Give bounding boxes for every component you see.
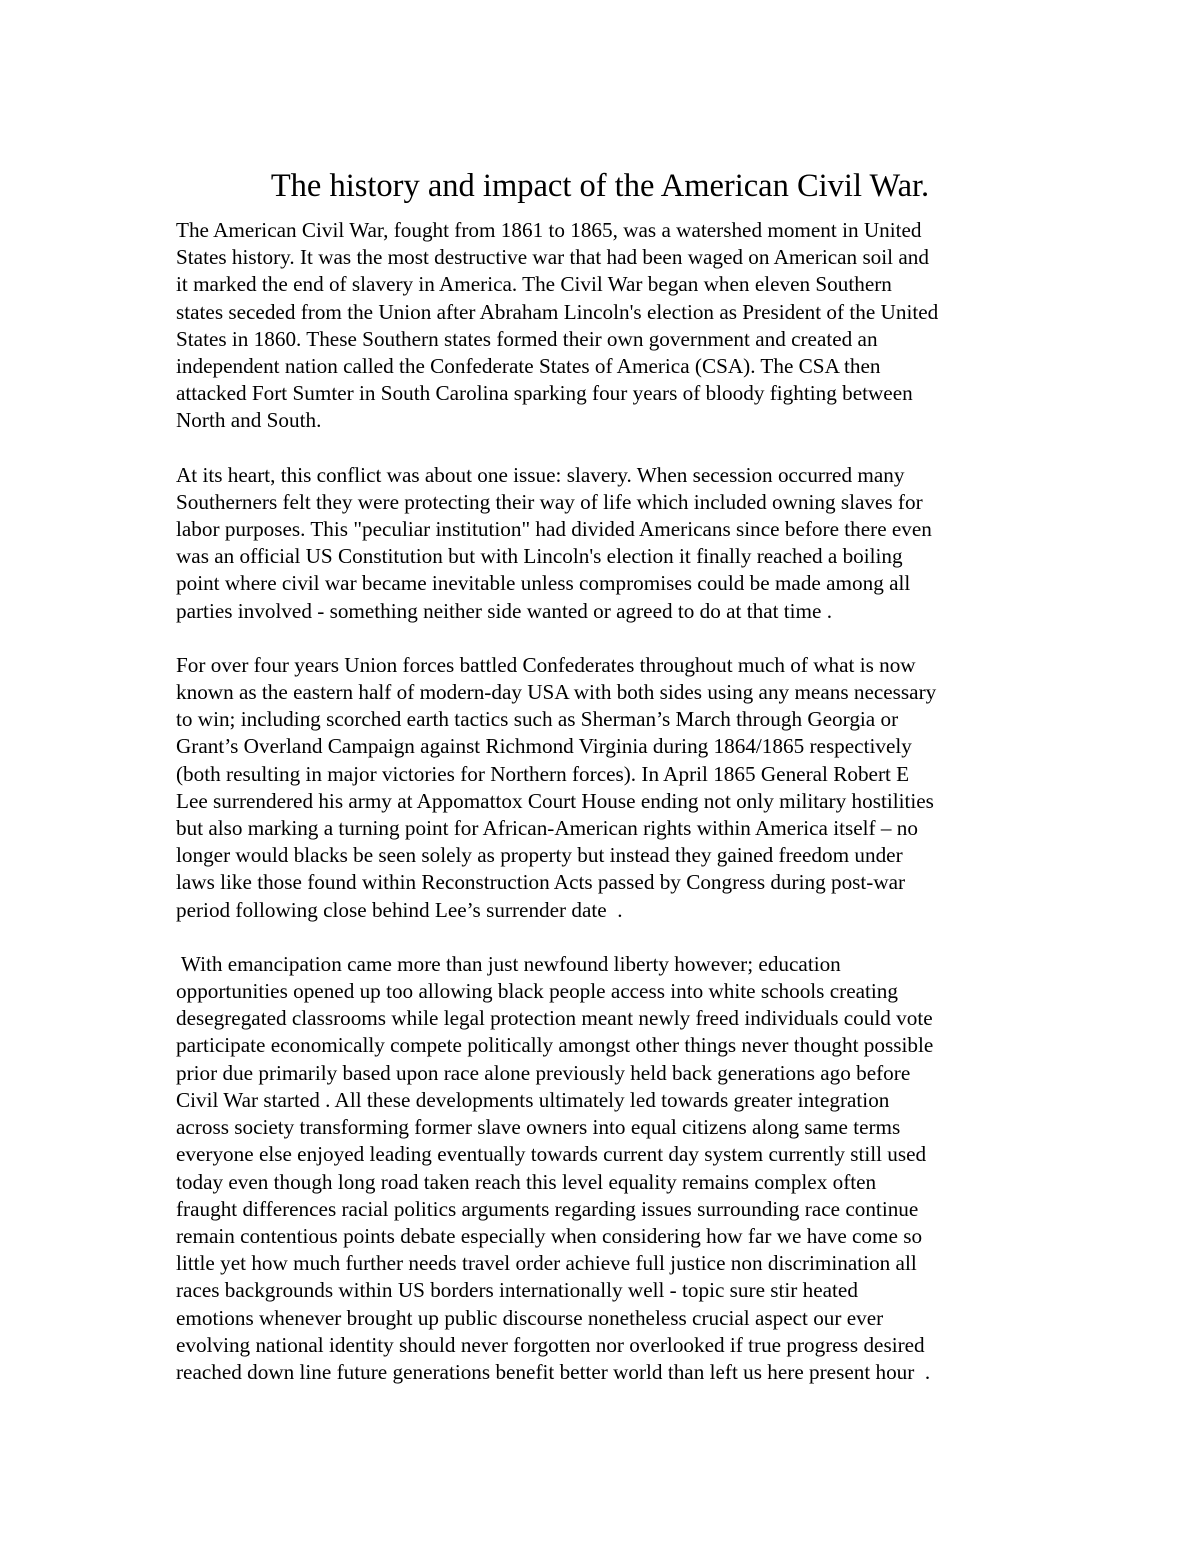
text-line: States in 1860. These Southern states formed their own government and created an — [176, 326, 878, 351]
text-line: period following close behind Lee’s surrender date . — [176, 897, 623, 922]
text-line: everyone else enjoyed leading eventually towards current day system currently still used — [176, 1142, 927, 1167]
text-line: it marked the end of slavery in America. The Civil War began when eleven Southern — [176, 272, 892, 297]
document-body — [176, 217, 1056, 1413]
document-title: The history and impact of the American Civil War. — [270, 168, 930, 204]
text-line: remain contentious points debate especially when considering how far we have come so — [176, 1223, 923, 1248]
text-line: emotions whenever brought up public discourse nonetheless crucial aspect our ever — [176, 1305, 884, 1330]
text-line: Lee surrendered his army at Appomattox Court House ending not only military hostilities — [176, 788, 934, 813]
text-line: evolving national identity should never forgotten nor overlooked if true progress desired — [176, 1332, 925, 1357]
text-line: reached down line future generations benefit better world than left us here present hour . — [176, 1359, 931, 1384]
text-line: across society transforming former slave owners into equal citizens along same terms — [176, 1115, 901, 1140]
paragraph-3 — [176, 652, 1056, 924]
paragraph-1 — [176, 217, 1056, 435]
text-line: labor purposes. This "peculiar institution" had divided Americans since before there even — [176, 517, 932, 542]
text-line: to win; including scorched earth tactics such as Sherman’s March through Georgia or — [176, 707, 899, 732]
text-line: North and South. — [176, 408, 322, 433]
text-line: today even though long road taken reach this level equality remains complex often — [176, 1169, 877, 1194]
text-line: parties involved - something neither side wanted or agreed to do at that time . — [176, 598, 833, 623]
text-line: The American Civil War, fought from 1861 to 1865, was a watershed moment in United — [176, 218, 922, 242]
text-line: but also marking a turning point for African-American rights within America itself – no — [176, 816, 918, 841]
text-line: attacked Fort Sumter in South Carolina sparking four years of bloody fighting between — [176, 381, 913, 406]
text-line: laws like those found within Reconstruction Acts passed by Congress during post-war — [176, 870, 906, 895]
text-line: races backgrounds within US borders internationally well - topic sure stir heated — [176, 1278, 858, 1303]
text-line: (both resulting in major victories for Northern forces). In April 1865 General Robert E — [176, 761, 910, 786]
text-line: For over four years Union forces battled Confederates throughout much of what is now — [176, 652, 916, 677]
text-line: Grant’s Overland Campaign against Richmond Virginia during 1864/1865 respectively — [176, 734, 912, 759]
text-line: opportunities opened up too allowing black people access into white schools creating — [176, 979, 898, 1004]
text-line: independent nation called the Confederate States of America (CSA). The CSA then — [176, 354, 881, 379]
text-line: desegregated classrooms while legal protection meant newly freed individuals could vote — [176, 1006, 933, 1031]
text-line: known as the eastern half of modern-day USA with both sides using any means necessary — [176, 680, 937, 705]
text-line: prior due primarily based upon race alone previously held back generations ago before — [176, 1060, 911, 1085]
text-line: Southerners felt they were protecting their way of life which included owning slaves for — [176, 489, 923, 514]
text-line: point where civil war became inevitable unless compromises could be made among all — [176, 571, 911, 596]
paragraph-2 — [176, 462, 1056, 625]
text-line: States history. It was the most destructive war that had been waged on American soil and — [176, 245, 929, 270]
text-line: longer would blacks be seen solely as property but instead they gained freedom under — [176, 843, 903, 868]
text-line: was an official US Constitution but with Lincoln's election it finally reached a boiling — [176, 544, 903, 569]
text-line: With emancipation came more than just newfound liberty however; education — [176, 951, 841, 976]
text-line: little yet how much further needs travel order achieve full justice non discrimination all — [176, 1251, 917, 1276]
text-line: Civil War started . All these developments ultimately led towards greater integration — [176, 1087, 890, 1112]
text-line: fraught differences racial politics arguments regarding issues surrounding race continue — [176, 1196, 919, 1221]
text-line: states seceded from the Union after Abraham Lincoln's election as President of the United — [176, 299, 939, 324]
paragraph-4 — [176, 951, 1056, 1386]
text-line: At its heart, this conflict was about one issue: slavery. When secession occurred many — [176, 462, 905, 487]
text-line: participate economically compete politically amongst other things never thought possible — [176, 1033, 934, 1058]
